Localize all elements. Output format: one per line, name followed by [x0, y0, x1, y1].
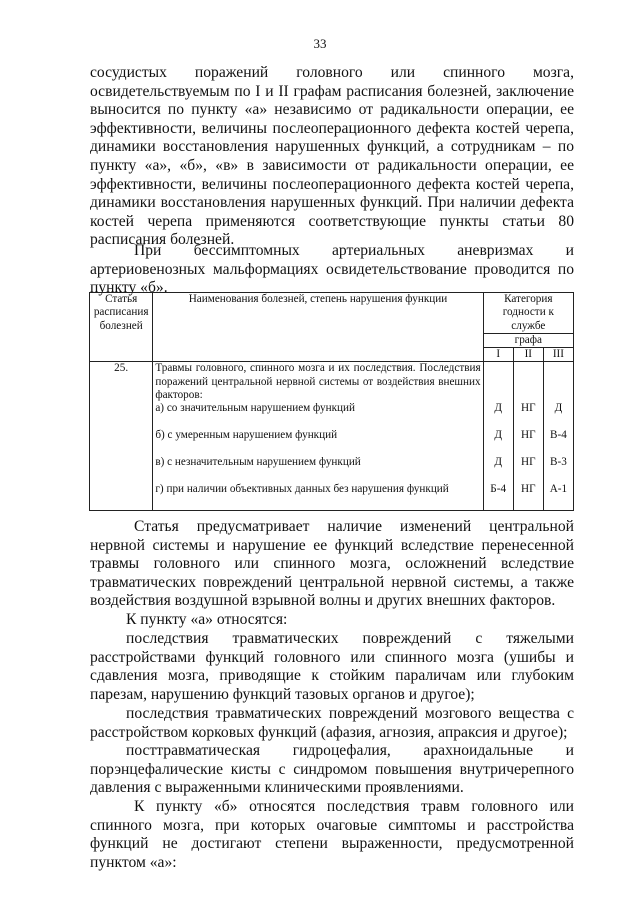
row-cat-3: В-3 — [543, 456, 573, 483]
table-row — [90, 429, 574, 456]
row-cat-3: Д — [543, 402, 573, 429]
table-row — [90, 456, 574, 483]
paragraph-article-scope: Статья предусматривает наличие изменений центральной нервной системы и нарушение ее функций вследствие перенесенной травмы головного или спинного мозга, осложнений вследствие травматических повреждений центральной нервной системы, а также воздействия воздушной взрывной волны и других внешних факторов. — [90, 518, 574, 610]
paragraph-point-a-item-1: последствия травматических повреждений с тяжелыми расстройствами функций головного или спинного мозга (ушибы и сдавления мозга, приводящие к стойким параличам или глубоким парезам, нарушению функций тазовых органов и другое); — [90, 630, 574, 703]
intro-cat-1 — [483, 362, 513, 402]
page-number: 33 — [313, 36, 327, 51]
row-cat-3: А-1 — [543, 483, 573, 511]
article-intro: Травмы головного, спинного мозга и их последствия. Последствия поражений центральной нервной системы от воздействия внешних факторов: — [153, 362, 483, 402]
row-label: в) с незначительным нарушением функций — [153, 456, 483, 483]
table-row-intro — [90, 362, 574, 402]
row-cat-1: Д — [483, 402, 513, 429]
table-row — [90, 402, 574, 429]
row-cat-1: Д — [483, 456, 513, 483]
row-cat-2: НГ — [513, 429, 543, 456]
row-cat-1: Б-4 — [483, 483, 513, 511]
header-col-1: I — [483, 348, 513, 362]
row-cat-3: В-4 — [543, 429, 573, 456]
header-article: Статья расписания болезней — [90, 293, 153, 362]
header-column-group: графа — [483, 333, 573, 347]
paragraph-continuation: сосудистых поражений головного или спинного мозга, освидетельствуемым по I и II графам расписания болезней, заключение выносится по пункту «а» независимо от радикальности операции, ее эффективности, величины послеоперационного дефекта костей черепа, динамики восстановления нарушенных функций, а сотрудникам – по пункту «а», «б», «в» в зависимости от радикальности операции, ее эффективности, величины послеоперационного дефекта костей черепа, динамики восстановления нарушенных функций. При наличии дефекта костей черепа применяются соответствующие пункты статьи 80 расписания болезней. — [90, 64, 574, 249]
intro-cat-3 — [543, 362, 573, 402]
row-label: б) с умеренным нарушением функций — [153, 429, 483, 456]
header-col-3: III — [543, 348, 573, 362]
article-number: 25. — [90, 362, 153, 511]
header-description: Наименования болезней, степень нарушения функции — [153, 293, 483, 362]
header-category: Категория годности к службе — [483, 293, 573, 334]
intro-cat-2 — [513, 362, 543, 402]
paragraph-point-b: К пункту «б» относятся последствия травм головного или спинного мозга, при которых очаговые симптомы и расстройства функций не достигают степени выраженности, предусмотренной пунктом «а»: — [90, 798, 574, 871]
row-label: а) со значительным нарушением функций — [153, 402, 483, 429]
paragraph-point-a-item-3: посттравматическая гидроцефалия, арахноидальные и порэнцефалические кисты с синдромом повышения внутричерепного давления с выраженными клиническими проявлениями. — [90, 742, 574, 797]
disease-schedule-table — [89, 292, 574, 511]
row-cat-2: НГ — [513, 483, 543, 511]
row-cat-2: НГ — [513, 402, 543, 429]
row-label: г) при наличии объективных данных без нарушения функций — [153, 483, 483, 511]
paragraph-point-a-item-2: последствия травматических повреждений мозгового вещества с расстройством корковых функций (афазия, агнозия, апраксия и другое); — [90, 705, 574, 741]
table-row — [90, 483, 574, 511]
row-cat-1: Д — [483, 429, 513, 456]
paragraph-aneurysm: При бессимптомных артериальных аневризмах и артериовенозных мальформациях освидетельствование проводится по пункту «б». — [90, 242, 574, 297]
paragraph-point-a-heading: К пункту «а» относятся: — [126, 611, 288, 628]
row-cat-2: НГ — [513, 456, 543, 483]
header-col-2: II — [513, 348, 543, 362]
table-header-row — [90, 293, 574, 334]
